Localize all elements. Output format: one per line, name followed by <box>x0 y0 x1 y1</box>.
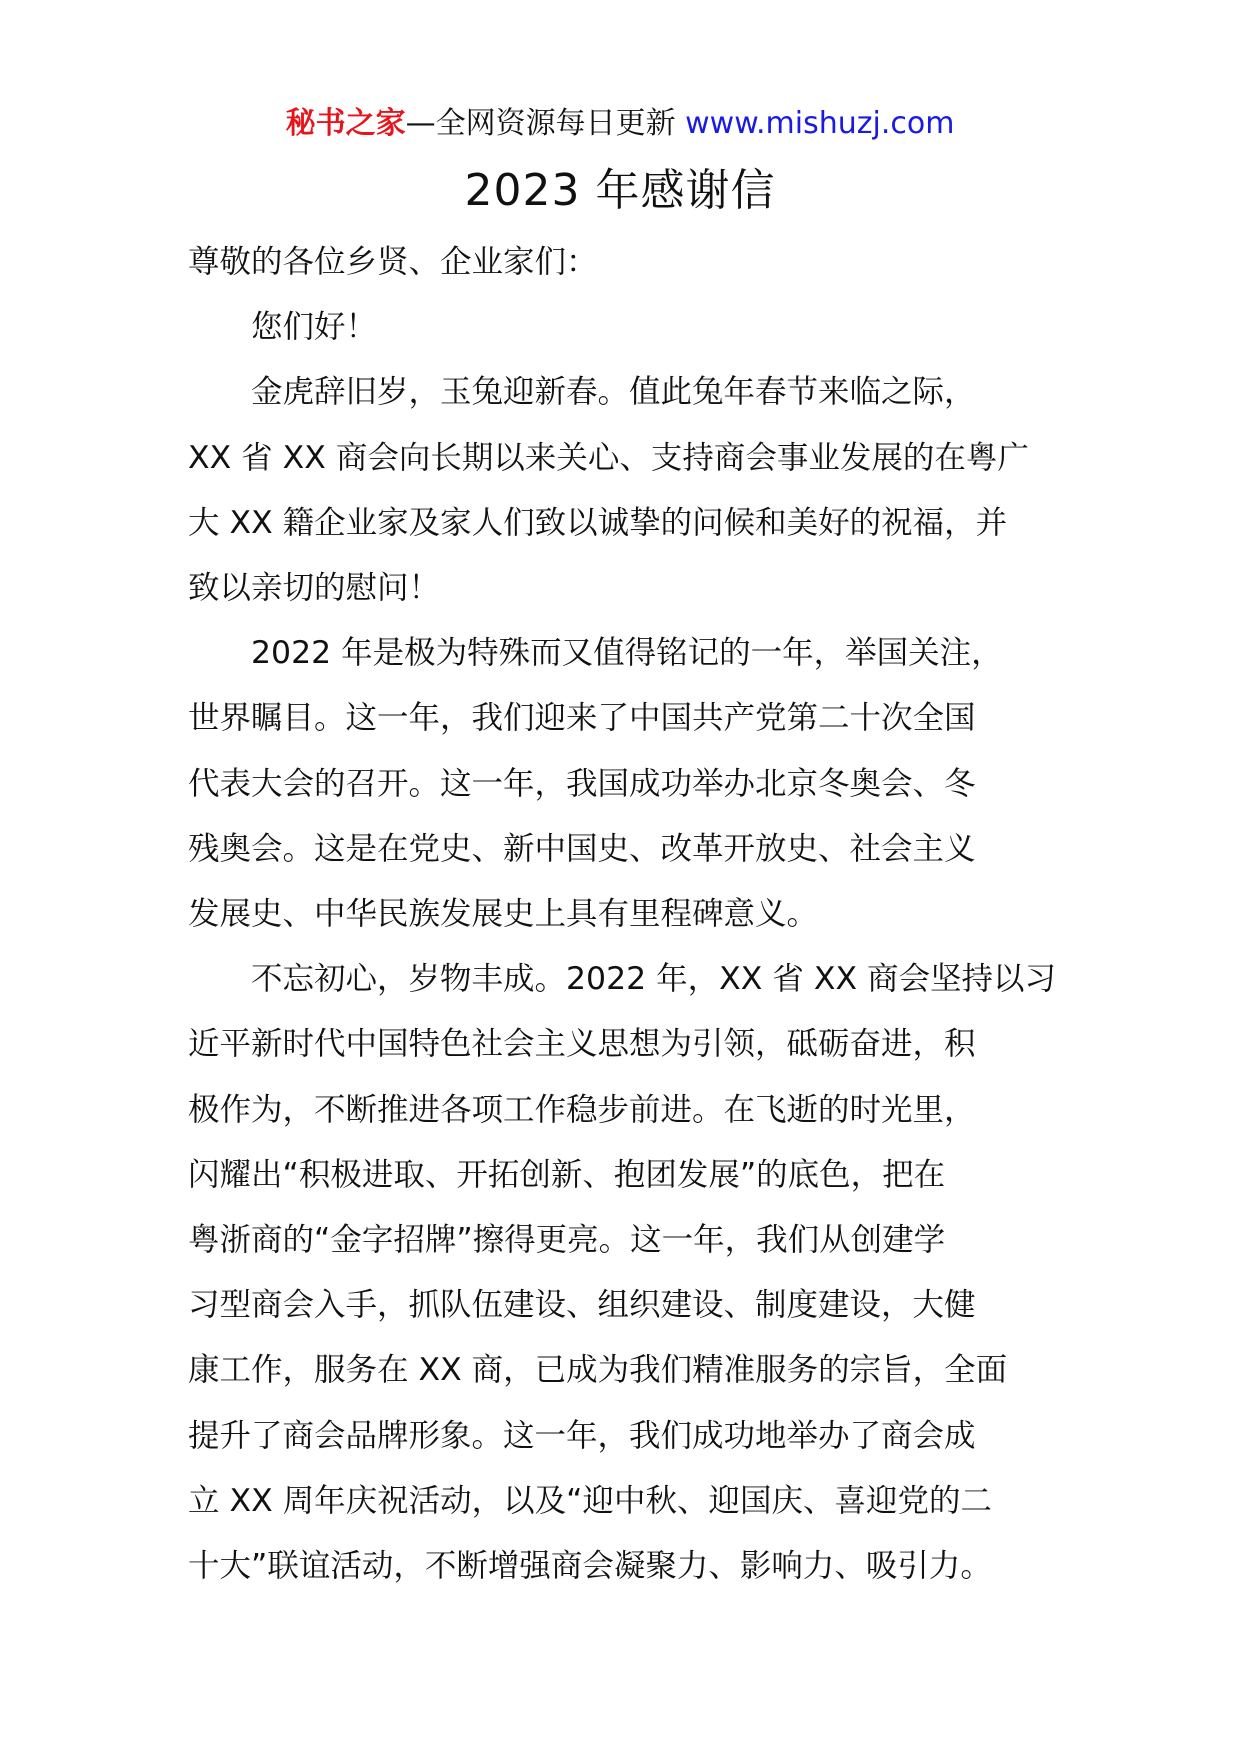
text-line: 习型商会入手，抓队伍建设、组织建设、制度建设，大健 <box>188 1287 976 1324</box>
text-line: 2022 年是极为特殊而又值得铭记的一年，举国关注， <box>251 635 1003 672</box>
header-tagline: —全网资源每日更新 <box>405 106 686 141</box>
text-line: 康工作，服务在 XX 商，已成为我们精准服务的宗旨，全面 <box>188 1352 1008 1389</box>
text-line: 不忘初心，岁物丰成。2022 年，XX 省 XX 商会坚持以习 <box>251 961 1057 998</box>
text-line: 粤浙商的“金字招牌”擦得更亮。这一年，我们从创建学 <box>188 1222 946 1259</box>
text-line: 致以亲切的慰问！ <box>188 570 441 607</box>
text-line: 近平新时代中国特色社会主义思想为引领，砥砺奋进，积 <box>188 1026 976 1063</box>
text-line: 发展史、中华民族发展史上具有里程碑意义。 <box>188 896 819 933</box>
text-line: 大 XX 籍企业家及家人们致以诚挚的问候和美好的祝福，并 <box>188 504 1008 541</box>
letter-body <box>188 230 1068 1599</box>
text-line: 闪耀出“积极进取、开拓创新、抱团发展”的底色，把在 <box>188 1156 946 1193</box>
text-line: 世界瞩目。这一年，我们迎来了中国共产党第二十次全国 <box>188 700 976 737</box>
text-line: 金虎辞旧岁，玉兔迎新春。值此兔年春节来临之际， <box>251 374 976 411</box>
text-line: 极作为，不断推进各项工作稳步前进。在飞逝的时光里， <box>188 1091 976 1128</box>
text-line: 十大”联谊活动，不断增强商会凝聚力、影响力、吸引力。 <box>188 1548 992 1585</box>
site-url-link[interactable]: www.mishuzj.com <box>685 106 955 141</box>
document-title: 2023 年感谢信 <box>464 165 776 216</box>
greeting-line: 您们好！ <box>251 309 378 346</box>
salutation-line: 尊敬的各位乡贤、企业家们： <box>188 244 598 280</box>
text-line: 提升了商会品牌形象。这一年，我们成功地举办了商会成 <box>188 1417 976 1454</box>
text-line: 残奥会。这是在党史、新中国史、改革开放史、社会主义 <box>188 830 976 867</box>
text-line: 代表大会的召开。这一年，我国成功举办北京冬奥会、冬 <box>188 765 976 802</box>
site-header <box>0 102 1240 146</box>
text-line: XX 省 XX 商会向长期以来关心、支持商会事业发展的在粤广 <box>188 439 1029 476</box>
brand-name: 秘书之家 <box>285 106 406 141</box>
text-line: 立 XX 周年庆祝活动，以及“迎中秋、迎国庆、喜迎党的二 <box>188 1482 993 1519</box>
